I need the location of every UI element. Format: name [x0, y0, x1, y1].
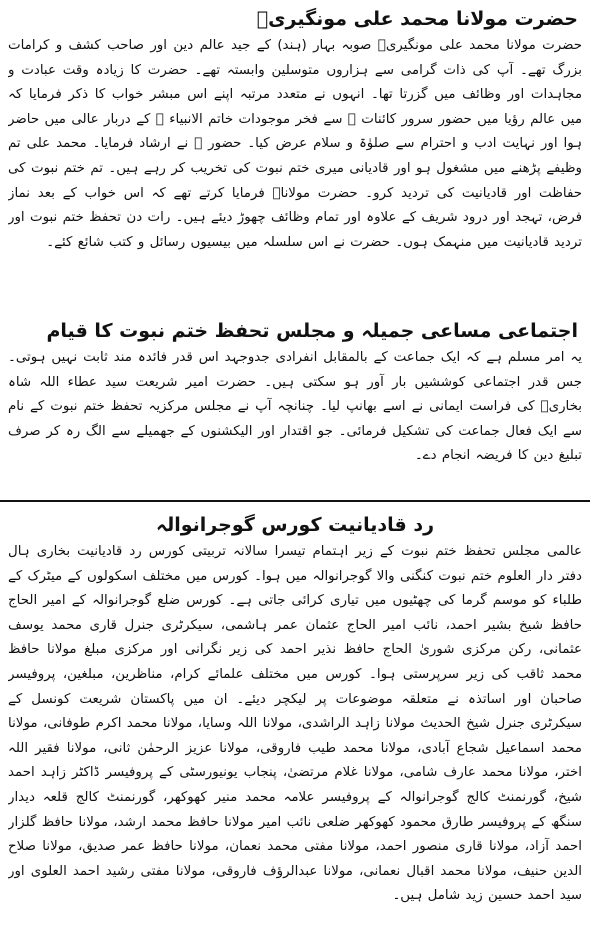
section-majlis-founding	[8, 316, 582, 490]
section-maulana-mongheri	[8, 4, 582, 316]
paragraph: عالمی مجلس تحفظ ختم نبوت کے زیر اہتمام تیسرا سالانہ تربیتی کورس رد قادیانیت بخاری ہال دفتر دار العلوم ختم نبوت کنگنی والا گوجرانوالہ میں ہوا۔ کورس میں مختلف اسکولوں کے میٹرک کے طلباء کو موسم گرما کی چھٹیوں میں تیاری کرائی جاتی ہے۔ کورس ضلع گوجرانوالہ کے امیر الحاج حافظ شیخ بشیر احمد، نائب امیر الحاج عثمان عمر ہاشمی، سیکرٹری جنرل قاری محمد یوسف عثمانی، رکن مرکزی شوریٰ الحاج حافظ نذیر احمد کی زیر نگرانی اور مرکزی مبلغ مولانا حافظ محمد ثاقب کی زیر سرپرستی ہوا۔ کورس میں مختلف علمائے کرام، مناظرین، مبلغین، پروفیسر صاحبان اور اساتذہ نے متعلقہ موضوعات پر لیکچر دیئے۔ ان میں پاکستان شریعت کونسل کے سیکرٹری جنرل شیخ الحدیث مولانا زاہد الراشدی، مولانا اللہ وسایا، مولانا محمد اکرم طوفانی، مولانا محمد اسماعیل شجاع آبادی، مولانا محمد طیب فاروقی، مولانا عزیز الرحمٰن ثانی، مولانا فقیر اللہ اختر، مولانا محمد عارف شامی، مولانا غلام مرتضیٰ، پنجاب یونیورسٹی کے پروفیسر ڈاکٹر زاہد احمد شیخ، گورنمنٹ کالج گوجرانوالہ کے پروفیسر علامہ محمد منیر کھوکھر، گورنمنٹ کالج قلعہ دیدار سنگھ کے پروفیسر طارق محمود کھوکھر ضلعی نائب امیر مولانا حافظ محمد ارشد، مولانا حافظ گلزار احمد آزاد، مولانا قاری منصور احمد، مولانا مفتی محمد نعمان، مولانا حافظ عمر صدیق، مولانا صلاح الدین حنیف، مولانا محمد اقبال نعمانی، مولانا عبدالرؤف فاروقی، مولانا مفتی رشید احمد العلوی اور سید احمد حسین زید شامل ہیں۔	[8, 544, 582, 904]
section-title: اجتماعی مساعی جمیلہ و مجلس تحفظ ختم نبوت کا قیام	[46, 320, 578, 342]
paragraph: حضرت مولانا محمد علی مونگیریؒ صوبہ بہار (ہند) کے جید عالم دین اور صاحب کشف و کرامات بزرگ تھے۔ آپ کی ذات گرامی سے ہزاروں متوسلین وابستہ تھے۔ حضرت کا زیادہ وقت عبادت و مجاہدات اور وظائف میں گزرتا تھا۔ انہوں نے متعدد مرتبہ اپنے اس مبشر خواب کا ذکر فرمایا کہ میں عالم رؤیا میں حضور سرور کائنات ﷺ سے فخر موجودات خاتم الانبیاء ﷺ کے دربار عالی میں حاضر ہوا اور نہایت ادب و احترام سے صلوٰۃ و سلام عرض کیا۔ حضور ﷺ نے ارشاد فرمایا۔ محمد علی تم وظیفے پڑھنے میں مشغول ہو اور قادیانی میری ختم نبوت کی تخریب کر رہے ہیں۔ تم ختم نبوت کی حفاظت اور قادیانیت کی تردید کرو۔ حضرت مولاناؒ فرمایا کرتے تھے کہ اس خواب کے بعد نماز فرض، تہجد اور درود شریف کے علاوہ اور تمام وظائف چھوڑ دیئے ہیں۔ رات دن تحفظ ختم نبوت اور تردید قادیانیت میں منہمک ہوں۔ حضرت نے اس سلسلہ میں بیسیوں رسائل و کتب شائع کئے۔	[8, 38, 582, 250]
section-divider	[0, 500, 590, 502]
paragraph: یہ امر مسلم ہے کہ ایک جماعت کے بالمقابل انفرادی جدوجہد اس قدر فائدہ مند ثابت نہیں ہوتی۔ جس قدر اجتماعی کوششیں بار آور ہو سکتی ہیں۔ حضرت امیر شریعت سید عطاء اللہ شاہ بخاریؒ کی فراست ایمانی نے اسے بھانپ لیا۔ چنانچہ آپ نے مجلس مرکزیہ تحفظ ختم نبوت کے نام سے ایک فعال جماعت کی تشکیل فرمائی۔ جو اقتدار اور الیکشنوں کے جھمیلے سے الگ رہ کر صرف تبلیغ دین کا فریضہ انجام دے۔	[8, 350, 582, 464]
section-title: رد قادیانیت کورس گوجرانوالہ	[155, 514, 435, 536]
section-title: حضرت مولانا محمد علی مونگیریؒ	[256, 8, 578, 30]
section-gujranwala-course	[8, 510, 582, 934]
